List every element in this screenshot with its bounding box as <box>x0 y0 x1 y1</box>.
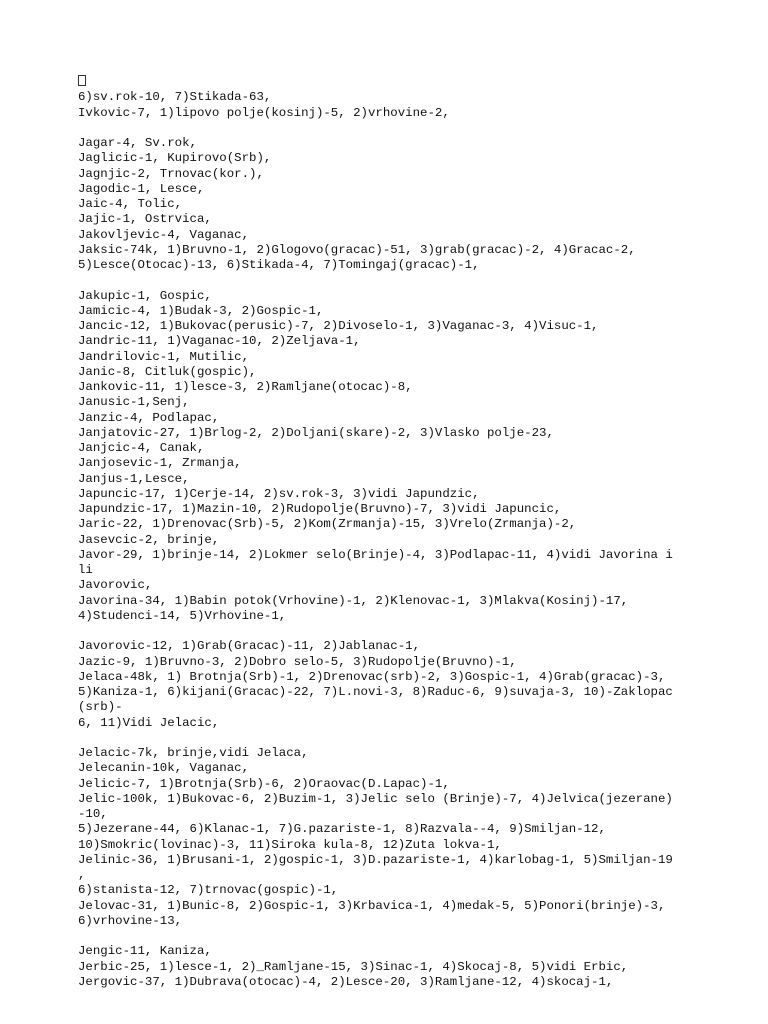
text-line: Jagar-4, Sv.rok, <box>78 136 197 150</box>
text-line: Jelinic-36, 1)Brusani-1, 2)gospic-1, 3)D.pazariste-1, 4)karlobag-1, 5)Smiljan-19 <box>78 852 673 867</box>
text-line: Javorina-34, 1)Babin potok(Vrhovine)-1, 2)Klenovac-1, 3)Mlakva(Kosinj)-17, <box>78 593 629 608</box>
text-line: 6, 11)Vidi Jelacic, <box>78 715 220 730</box>
text-line: Jaic-4, Tolic, <box>78 197 183 211</box>
blank-line <box>78 624 718 639</box>
text-line: Jerbic-25, 1)lesce-1, 2)_Ramljane-15, 3)Sinac-1, 4)Skocaj-8, 5)vidi Erbic, <box>78 959 629 974</box>
text-line: Jandrilovic-1, Mutilic, <box>78 349 250 364</box>
blank-line <box>78 121 718 136</box>
text-line: Jelecanin-10k, Vaganac, <box>78 761 250 776</box>
text-line: Jankovic-11, 1)lesce-3, 2)Ramljane(otocac)-8, <box>78 380 413 394</box>
text-line: Janusic-1,Senj, <box>78 395 190 410</box>
text-line: Janjcic-4, Canak, <box>78 441 205 455</box>
text-line: Jengic-11, Kaniza, <box>78 944 212 959</box>
text-line: Janzic-4, Podlapac, <box>78 410 220 425</box>
text-line: 4)Studenci-14, 5)Vrhovine-1, <box>78 608 287 623</box>
text-line: Japundzic-17, 1)Mazin-10, 2)Rudopolje(Bruvno)-7, 3)vidi Japuncic, <box>78 502 562 516</box>
missing-glyph-icon <box>78 75 718 90</box>
blank-line <box>78 731 718 746</box>
text-line: Jazic-9, 1)Bruvno-3, 2)Dobro selo-5, 3)Rudopolje(Bruvno)-1, <box>78 654 517 669</box>
document-page <box>78 75 718 990</box>
text-line: Jaric-22, 1)Drenovac(Srb)-5, 2)Kom(Zrmanja)-15, 3)Vrelo(Zrmanja)-2, <box>78 517 577 532</box>
text-line: Javor-29, 1)brinje-14, 2)Lokmer selo(Brinje)-4, 3)Podlapac-11, 4)vidi Javorina i <box>78 547 673 562</box>
text-line: Jasevcic-2, brinje, <box>78 532 220 547</box>
text-line: Jaksic-74k, 1)Bruvno-1, 2)Glogovo(gracac)-51, 3)grab(gracac)-2, 4)Gracac-2, <box>78 242 636 257</box>
text-line: Javorovic-12, 1)Grab(Gracac)-11, 2)Jablanac-1, <box>78 639 421 654</box>
text-line: Japuncic-17, 1)Cerje-14, 2)sv.rok-3, 3)vidi Japundzic, <box>78 486 480 501</box>
text-line: 6)stanista-12, 7)trnovac(gospic)-1, <box>78 883 339 898</box>
text-line: Janjatovic-27, 1)Brlog-2, 2)Doljani(skare)-2, 3)Vlasko polje-23, <box>78 425 554 440</box>
text-line: Janic-8, Citluk(gospic), <box>78 364 257 379</box>
text-line: Jandric-11, 1)Vaganac-10, 2)Zeljava-1, <box>78 334 361 349</box>
text-line: Javorovic, <box>78 578 153 593</box>
text-line: Jelicic-7, 1)Brotnja(Srb)-6, 2)Oraovac(D.Lapac)-1, <box>78 776 450 791</box>
text-line: Jamicic-4, 1)Budak-3, 2)Gospic-1, <box>78 303 324 318</box>
text-line: Jagnjic-2, Trnovac(kor.), <box>78 166 264 181</box>
text-line: Jelacic-7k, brinje,vidi Jelaca, <box>78 746 309 760</box>
document-text <box>78 90 718 990</box>
text-line: -10, <box>78 807 108 821</box>
text-line: 5)Kaniza-1, 6)kijani(Gracac)-22, 7)L.novi-3, 8)Raduc-6, 9)suvaja-3, 10)-Zaklopac <box>78 685 673 699</box>
text-line: Janjosevic-1, Zrmanja, <box>78 456 242 471</box>
text-line: 6)vrhovine-13, <box>78 913 183 928</box>
text-line: 5)Lesce(Otocac)-13, 6)Stikada-4, 7)Tomingaj(gracac)-1, <box>78 258 480 272</box>
text-line: Jajic-1, Ostrvica, <box>78 212 212 227</box>
text-line: Jakovljevic-4, Vaganac, <box>78 227 250 242</box>
text-line: (srb)- <box>78 700 123 715</box>
text-line: 6)sv.rok-10, 7)Stikada-63, <box>78 90 272 105</box>
text-line: Jagodic-1, Lesce, <box>78 181 205 196</box>
blank-line <box>78 273 718 288</box>
text-line: Jergovic-37, 1)Dubrava(otocac)-4, 2)Lesce-20, 3)Ramljane-12, 4)skocaj-1, <box>78 974 614 989</box>
text-line: Jelaca-48k, 1) Brotnja(Srb)-1, 2)Drenovac(srb)-2, 3)Gospic-1, 4)Grab(gracac)-3, <box>78 669 666 684</box>
text-line: Janjus-1,Lesce, <box>78 471 190 486</box>
text-line: Jelic-100k, 1)Bukovac-6, 2)Buzim-1, 3)Jelic selo (Brinje)-7, 4)Jelvica(jezerane) <box>78 791 673 806</box>
text-line: Jakupic-1, Gospic, <box>78 288 212 303</box>
text-line: 10)Smokric(lovinac)-3, 11)Siroka kula-8, 12)Zuta lokva-1, <box>78 837 502 852</box>
text-line: 5)Jezerane-44, 6)Klanac-1, 7)G.pazariste-1, 8)Razvala--4, 9)Smiljan-12, <box>78 822 606 837</box>
text-line: Jancic-12, 1)Bukovac(perusic)-7, 2)Divoselo-1, 3)Vaganac-3, 4)Visuc-1, <box>78 319 599 333</box>
text-line: Jaglicic-1, Kupirovo(Srb), <box>78 151 272 166</box>
text-line: Jelovac-31, 1)Bunic-8, 2)Gospic-1, 3)Krbavica-1, 4)medak-5, 5)Ponori(brinje)-3, <box>78 898 666 913</box>
text-line: Ivkovic-7, 1)lipovo polje(kosinj)-5, 2)vrhovine-2, <box>78 105 450 120</box>
text-line: , <box>78 868 86 882</box>
text-line: li <box>78 563 93 577</box>
blank-line <box>78 929 718 944</box>
